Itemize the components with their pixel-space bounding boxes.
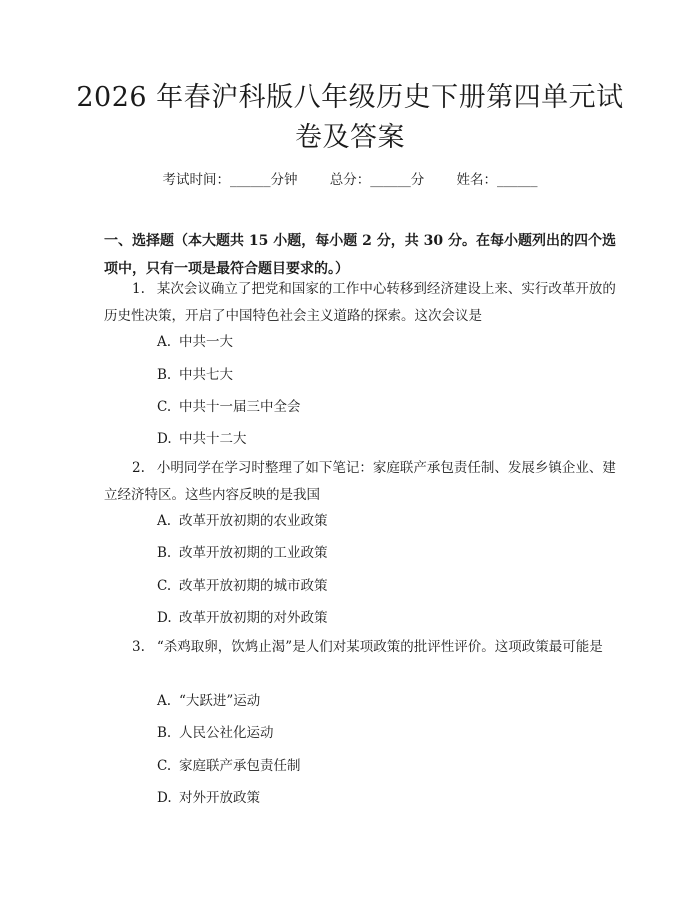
section-heading: 一、选择题（本大题共 15 小题，每小题 2 分，共 30 分。在每小题列出的四个选项中，只有一项是最符合题目要求的。） [104,233,616,277]
student-name-label: 姓名：______ [456,172,538,188]
option-text: 中共一大 [179,334,233,350]
question-2-stem [104,455,624,509]
option-letter: B. [157,545,172,561]
option-text: 改革开放初期的城市政策 [179,578,328,594]
exam-time-label: 考试时间：______分钟 [162,172,298,188]
option-text: 改革开放初期的农业政策 [179,513,328,529]
question-1-option-d [157,429,247,449]
option-letter: C. [157,758,172,774]
option-letter: A. [157,334,172,350]
question-number: 2. [132,460,145,476]
question-text: “杀鸡取卵，饮鸩止渴”是人们对某项政策的批评性评价。这项政策最可能是 [156,639,603,655]
question-2-option-b [157,543,328,563]
question-text: 某次会议确立了把党和国家的工作中心转移到经济建设上来、实行改革开放的历史性决策，开启了中国特色社会主义道路的探索。这次会议是 [104,281,616,324]
question-3-option-d [157,788,260,808]
question-3-option-a [157,691,260,711]
question-1-option-b [157,365,233,385]
option-letter: D. [157,431,172,447]
option-text: 家庭联产承包责任制 [179,758,301,774]
question-number: 1. [132,281,145,297]
option-text: 改革开放初期的对外政策 [179,610,328,626]
question-3-option-b [157,723,274,743]
option-text: 对外开放政策 [179,790,260,806]
question-number: 3. [132,639,145,655]
option-text: 中共十二大 [179,431,247,447]
exam-title: 2026 年春沪科版八年级历史下册第四单元试卷及答案 [76,82,624,153]
question-1-option-a [157,332,233,352]
question-1-option-c [157,397,301,417]
question-1-stem [104,276,624,330]
option-letter: B. [157,367,172,383]
option-letter: A. [157,513,172,529]
option-text: 人民公社化运动 [179,725,274,741]
question-2-option-c [157,576,328,596]
exam-meta [0,170,700,190]
option-text: 中共十一届三中全会 [179,399,301,415]
question-2-option-a [157,511,328,531]
option-letter: C. [157,399,172,415]
option-text: “大跃进”运动 [179,693,261,709]
option-letter: B. [157,725,172,741]
option-letter: D. [157,790,172,806]
total-score-label: 总分：______分 [329,172,425,188]
question-3-option-c [157,756,301,776]
option-text: 中共七大 [179,367,233,383]
option-letter: A. [157,693,172,709]
option-text: 改革开放初期的工业政策 [179,545,328,561]
option-letter: D. [157,610,172,626]
question-2-option-d [157,608,328,628]
question-text: 小明同学在学习时整理了如下笔记：家庭联产承包责任制、发展乡镇企业、建立经济特区。这些内容反映的是我国 [104,460,616,503]
option-letter: C. [157,578,172,594]
question-3-stem [104,634,624,661]
